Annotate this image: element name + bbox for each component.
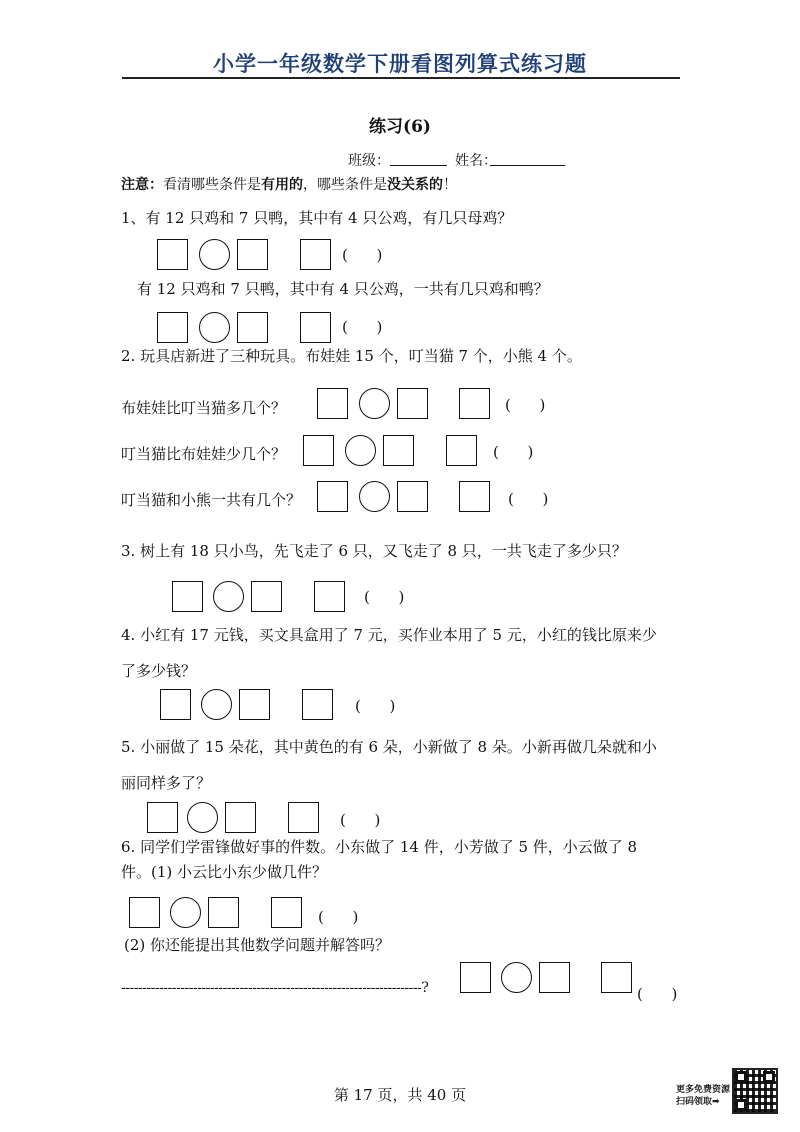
answer-box[interactable] xyxy=(160,689,191,720)
result-box[interactable] xyxy=(302,689,333,720)
answer-box[interactable] xyxy=(237,239,268,270)
answer-box[interactable] xyxy=(383,435,414,466)
qr-finder xyxy=(763,1071,775,1083)
answer-box[interactable] xyxy=(317,481,348,512)
operator-circle[interactable] xyxy=(213,581,244,612)
unit-paren[interactable]: ( ) xyxy=(318,908,359,926)
note-part2: ，哪些条件是 xyxy=(303,177,387,193)
unit-paren[interactable]: ( ) xyxy=(355,697,396,715)
result-box[interactable] xyxy=(288,802,319,833)
question-5-line1: 5. 小丽做了 15 朵花，其中黄色的有 6 朵，小新做了 8 朵。小新再做几朵就和小 xyxy=(121,738,657,756)
question-2c: 叮当猫和小熊一共有几个？ xyxy=(121,491,302,509)
page-footer: 第 17 页，共 40 页 xyxy=(333,1086,467,1104)
operator-circle[interactable] xyxy=(501,962,532,993)
unit-paren[interactable]: ( ) xyxy=(637,985,678,1003)
practice-title: 练习(6) xyxy=(369,117,431,137)
question-4-line2: 了多少钱？ xyxy=(121,662,197,680)
answer-box[interactable] xyxy=(157,239,188,270)
question-6-sub2: (2) 你还能提出其他数学问题并解答吗？ xyxy=(124,936,391,954)
unit-paren[interactable]: ( ) xyxy=(364,588,405,606)
answer-box[interactable] xyxy=(237,312,268,343)
name-blank[interactable] xyxy=(490,150,565,166)
answer-box[interactable] xyxy=(303,435,334,466)
unit-paren[interactable]: ( ) xyxy=(505,396,546,414)
answer-box[interactable] xyxy=(397,388,428,419)
result-box[interactable] xyxy=(459,481,490,512)
result-box[interactable] xyxy=(300,312,331,343)
result-box[interactable] xyxy=(300,239,331,270)
result-box[interactable] xyxy=(271,897,302,928)
qr-code-icon[interactable] xyxy=(732,1068,778,1114)
operator-circle[interactable] xyxy=(359,388,390,419)
answer-box[interactable] xyxy=(225,802,256,833)
note-suffix: ！ xyxy=(443,177,457,193)
question-2a: 布娃娃比叮当猫多几个？ xyxy=(121,399,287,417)
answer-box[interactable] xyxy=(172,581,203,612)
question-1-text: 1、有 12 只鸡和 7 只鸭，其中有 4 只公鸡，有几只母鸡？ xyxy=(121,209,513,227)
operator-circle[interactable] xyxy=(187,802,218,833)
operator-circle[interactable] xyxy=(170,897,201,928)
question-5-line2: 丽同样多了？ xyxy=(121,774,212,792)
note-part1: 看清哪些条件是 xyxy=(163,177,261,193)
qr-promo-line2: 扫码领取➡ xyxy=(676,1097,720,1107)
question-4-line1: 4. 小红有 17 元钱，买文具盒用了 7 元，买作业本用了 5 元，小红的钱比原来少 xyxy=(121,626,657,644)
question-2-text: 2. 玩具店新进了三种玩具。布娃娃 15 个，叮当猫 7 个，小熊 4 个。 xyxy=(121,347,582,365)
note-line xyxy=(121,174,457,194)
unit-paren[interactable]: ( ) xyxy=(493,443,534,461)
header-divider xyxy=(122,77,680,79)
result-box[interactable] xyxy=(314,581,345,612)
document-header-title: 小学一年级数学下册看图列算式练习题 xyxy=(213,52,587,76)
answer-box[interactable] xyxy=(157,312,188,343)
qr-finder xyxy=(735,1071,747,1083)
operator-circle[interactable] xyxy=(199,312,230,343)
answer-dash-line[interactable]: -----------------------------------------------------------------------? xyxy=(121,980,429,996)
note-useful: 有用的 xyxy=(261,177,303,193)
question-2b: 叮当猫比布娃娃少几个？ xyxy=(121,445,287,463)
answer-box[interactable] xyxy=(539,962,570,993)
operator-circle[interactable] xyxy=(199,239,230,270)
operator-circle[interactable] xyxy=(201,689,232,720)
answer-box[interactable] xyxy=(397,481,428,512)
unit-paren[interactable]: ( ) xyxy=(342,246,383,264)
note-prefix: 注意： xyxy=(121,177,163,193)
qr-promo-line1: 更多免费资源 xyxy=(676,1085,731,1095)
question-3-text: 3. 树上有 18 只小鸟，先飞走了 6 只，又飞走了 8 只，一共飞走了多少只？ xyxy=(121,542,627,560)
qr-promo-text xyxy=(676,1084,730,1108)
note-unrelated: 没关系的 xyxy=(387,177,443,193)
name-label: 姓名： xyxy=(455,153,497,169)
result-box[interactable] xyxy=(459,388,490,419)
answer-box[interactable] xyxy=(460,962,491,993)
answer-box[interactable] xyxy=(239,689,270,720)
answer-box[interactable] xyxy=(147,802,178,833)
unit-paren[interactable]: ( ) xyxy=(508,490,549,508)
unit-paren[interactable]: ( ) xyxy=(342,318,383,336)
answer-box[interactable] xyxy=(251,581,282,612)
answer-box[interactable] xyxy=(208,897,239,928)
class-label: 班级： xyxy=(348,153,390,169)
result-box[interactable] xyxy=(446,435,477,466)
operator-circle[interactable] xyxy=(345,435,376,466)
result-box[interactable] xyxy=(601,962,632,993)
question-1-sub: 有 12 只鸡和 7 只鸭，其中有 4 只公鸡，一共有几只鸡和鸭？ xyxy=(137,280,549,298)
unit-paren[interactable]: ( ) xyxy=(340,811,381,829)
answer-box[interactable] xyxy=(317,388,348,419)
operator-circle[interactable] xyxy=(359,481,390,512)
qr-finder xyxy=(735,1099,747,1111)
answer-box[interactable] xyxy=(129,897,160,928)
question-6-line2: 件。(1) 小云比小东少做几件？ xyxy=(121,863,328,881)
question-6-line1: 6. 同学们学雷锋做好事的件数。小东做了 14 件，小芳做了 5 件，小云做了 8 xyxy=(121,838,638,856)
class-blank[interactable] xyxy=(390,150,447,166)
